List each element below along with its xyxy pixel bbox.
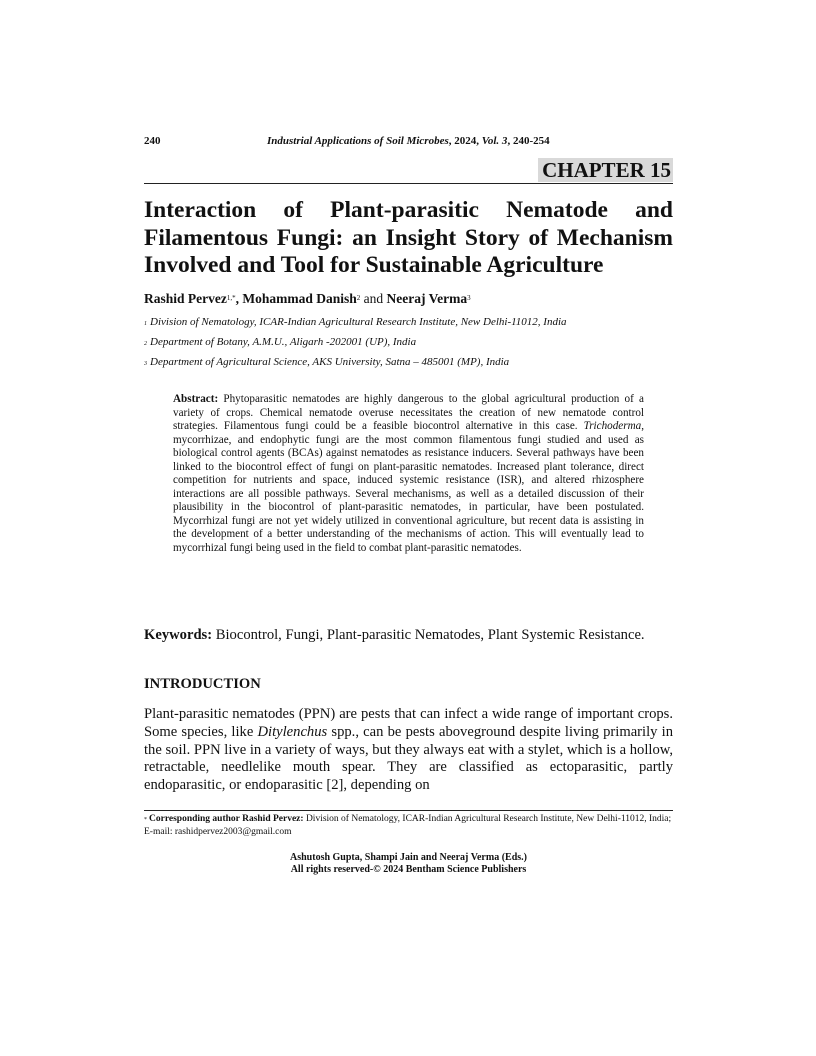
affiliation-item	[144, 352, 673, 372]
abstract-label: Abstract:	[173, 393, 219, 405]
journal-volume: Vol. 3	[481, 135, 508, 147]
abstract-text: , mycorrhizae, and endophytic fungi are the most common filamentous fungi studied and used as biological control agents (BCAs) against nematodes as resistance inducers. Several pathways have been linked to the biocontrol effect of fungi on plant-parasitic nematodes. Increased plant tolerance, direct competition for nutrients and space, induced systemic resistance (ISR), and altered rhizosphere interactions are all possible pathways. Several mechanisms, as well as a detailed discussion of their plausibility in the biocontrol of plant-parasitic nematodes, in particular, have been postulated. Mycorrhizal fungi are not yet widely utilized in conventional agriculture, but recent data is assisting in the development of a better understanding of the mechanisms of action. This will eventually lead to mycorrhizal fungi being used in the field to combat plant-parasitic nematodes.	[173, 420, 644, 554]
author-separator: ,	[235, 291, 243, 306]
author-affiliation-mark: 3	[467, 294, 471, 302]
author-separator: and	[360, 291, 387, 306]
intro-text: Plant-parasitic nematodes (PPN) are pests that can infect a wide range of important crops. Some species, like	[144, 706, 673, 740]
section-heading: INTRODUCTION	[144, 676, 261, 692]
intro-italic-term: Ditylenchus	[257, 723, 328, 740]
journal-citation	[267, 134, 550, 148]
abstract-text: Phytoparasitic nematodes are highly dangerous to the global agricultural production of a variety of crops. Chemical nematode overuse necessitates the creation of new nematode control strategies. Filamentous fungi could be a feasible biocontrol alternative in this case.	[173, 393, 644, 432]
footnote-label: Corresponding author Rashid Pervez:	[149, 814, 304, 824]
journal-pages: , 240-254	[507, 135, 550, 147]
author-name: Rashid Pervez	[144, 291, 227, 306]
keywords-label: Keywords:	[144, 627, 213, 643]
chapter-label: CHAPTER 15	[538, 158, 673, 182]
affiliation-mark: 3	[144, 361, 147, 367]
affiliation-item	[144, 332, 673, 352]
author-list	[144, 290, 673, 308]
affiliation-mark: 1	[144, 321, 147, 327]
affiliation-item	[144, 312, 673, 332]
abstract-italic-term: Trichoderma	[583, 420, 642, 432]
keywords	[144, 627, 673, 645]
chapter-banner	[144, 157, 673, 184]
author-affiliation-mark: 2	[356, 294, 361, 302]
affiliation-text: Department of Botany, A.M.U., Aligarh -202001 (UP), India	[150, 336, 417, 348]
editors-line: Ashutosh Gupta, Shampi Jain and Neeraj Verma (Eds.)	[290, 852, 527, 863]
journal-year: , 2024,	[448, 135, 482, 147]
footnote-divider	[144, 810, 673, 811]
footnote-text: Division of Nematology, ICAR-Indian Agricultural Research Institute, New Delhi-11012, India; E-mail: rashidpervez2003@gmail.com	[144, 814, 672, 837]
intro-text: spp., can be pests aboveground despite living primarily in the soil. PPN live in a variety of ways, but they always eat with a stylet, which is a hollow, retractable, needlelike mouth spear. They are classified as ectoparasitic, partly endoparasitic, or endoparasitic [2], depending on	[144, 723, 673, 794]
affiliation-text: Department of Agricultural Science, AKS University, Satna – 485001 (MP), India	[150, 356, 510, 368]
footnote	[144, 813, 673, 838]
footnote-mark: *	[144, 817, 147, 823]
abstract	[173, 393, 644, 555]
page-number: 240	[144, 135, 161, 147]
copyright-line: All rights reserved-© 2024 Bentham Science Publishers	[290, 864, 527, 875]
keywords-text: Biocontrol, Fungi, Plant-parasitic Nematodes, Plant Systemic Resistance.	[212, 627, 645, 643]
author-name: Mohammad Danish	[242, 291, 357, 306]
affiliation-mark: 2	[144, 341, 147, 347]
affiliation-text: Division of Nematology, ICAR-Indian Agricultural Research Institute, New Delhi-11012, India	[150, 316, 567, 328]
intro-paragraph	[144, 706, 673, 795]
author-affiliation-mark: 1,*	[226, 294, 236, 302]
affiliation-list	[144, 312, 673, 372]
publisher-block	[144, 852, 673, 876]
author-name: Neeraj Verma	[386, 291, 468, 306]
paper-title: Interaction of Plant-parasitic Nematode and Filamentous Fungi: an Insight Story of Mechanism Involved and Tool for Sustainable Agriculture	[144, 197, 673, 278]
journal-name: Industrial Applications of Soil Microbes	[267, 135, 449, 147]
